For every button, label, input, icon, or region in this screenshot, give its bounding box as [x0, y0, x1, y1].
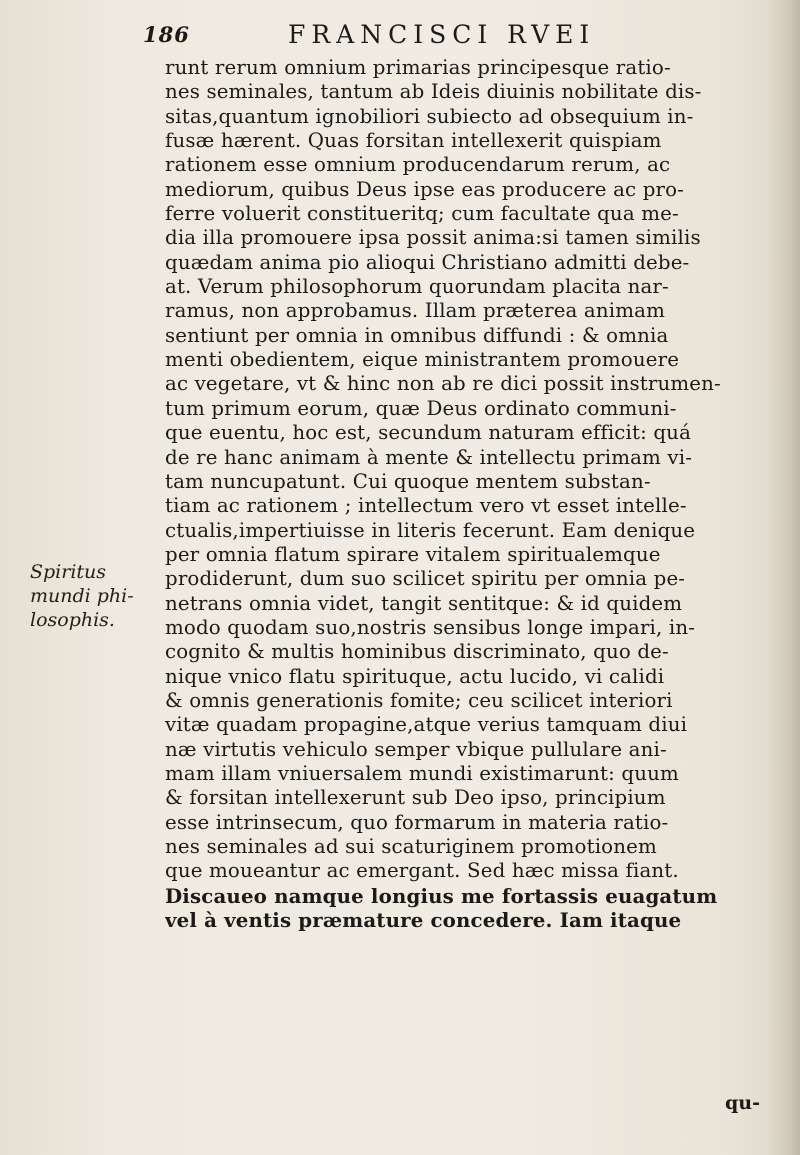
text-line: prodiderunt, dum suo scilicet spiritu per omnia pe-	[165, 567, 686, 591]
text-line: quædam anima pio alioqui Christiano admitti debe-	[165, 250, 690, 274]
text-line: ferre voluerit constitueritq; cum facultate qua me-	[165, 202, 679, 226]
text-line: sitas,quantum ignobiliori subiecto ad obsequium in-	[165, 104, 694, 128]
text-line: mediorum, quibus Deus ipse eas producere ac pro-	[165, 177, 685, 201]
text-line: per omnia flatum spirare vitalem spiritualemque	[165, 542, 661, 566]
text-line: modo quodam suo,nostris sensibus longe impari, in-	[165, 615, 696, 639]
marginal-note-line: Spiritus	[30, 561, 107, 583]
running-head: FRANCISCI RVEI	[288, 20, 596, 49]
text-line: vitæ quadam propagine,atque verius tamquam diui	[165, 713, 688, 737]
text-line: tiam ac rationem ; intellectum vero vt esset intelle-	[165, 494, 687, 518]
text-line: runt rerum omnium primarias principesque ratio-	[165, 56, 671, 79]
text-line: mam illam vniuersalem mundi existimarunt: quum	[165, 761, 679, 785]
text-line: næ virtutis vehiculo semper vbique pullulare ani-	[165, 737, 667, 761]
text-line: ac vegetare, vt & hinc non ab re dici possit instrumen-	[165, 372, 721, 396]
text-line: tam nuncupatunt. Cui quoque mentem substan-	[165, 469, 651, 493]
text-line: fusæ hærent. Quas forsitan intellexerit quispiam	[165, 129, 662, 153]
text-line: que euentu, hoc est, secundum naturam efficit: quá	[165, 421, 692, 445]
page-number: 186	[143, 22, 190, 47]
text-line: tum primum eorum, quæ Deus ordinato communi-	[165, 396, 677, 420]
text-line: nes seminales ad sui scaturiginem promotionem	[165, 835, 657, 858]
text-line: nes seminales, tantum ab Ideis diuinis nobilitate dis-	[165, 80, 702, 104]
text-line: ctualis,impertiuisse in literis fecerunt. Eam denique	[165, 518, 696, 542]
text-line: rationem esse omnium producendarum rerum, ac	[165, 153, 671, 177]
text-line: & forsitan intellexerunt sub Deo ipso, principium	[165, 786, 666, 810]
text-line: vel à ventis præmature concedere. Iam itaque	[165, 908, 682, 933]
page-header	[143, 12, 623, 56]
text-line: cognito & multis hominibus discriminato, quo de-	[165, 640, 669, 664]
body-text	[165, 56, 793, 932]
text-line: netrans omnia videt, tangit sentitque: & id quidem	[165, 591, 683, 615]
text-line: at. Verum philosophorum quorundam placita nar-	[165, 275, 669, 299]
text-line: menti obedientem, eique ministrantem promouere	[165, 348, 680, 372]
text-line: Discaueo namque longius me fortassis euagatum	[165, 883, 718, 908]
marginal-note-line: losophis.	[30, 609, 115, 631]
text-line: dia illa promouere ipsa possit anima:si tamen similis	[165, 226, 701, 250]
catchword: qu-	[725, 1092, 760, 1114]
marginal-note-line: mundi phi-	[30, 585, 134, 607]
text-line: & omnis generationis fomite; ceu scilicet interiori	[165, 688, 673, 712]
text-line: ramus, non approbamus. Illam præterea animam	[165, 299, 666, 323]
text-line: de re hanc animam à mente & intellectu primam vi-	[165, 445, 693, 469]
text-line: esse intrinsecum, quo formarum in materia ratio-	[165, 810, 669, 834]
text-line: sentiunt per omnia in omnibus diffundi : & omnia	[165, 323, 669, 347]
marginal-note	[30, 560, 155, 632]
text-line: nique vnico flatu spirituque, actu lucido, vi calidi	[165, 664, 665, 688]
text-line: que moueantur ac emergant. Sed hæc missa fiant.	[165, 859, 679, 883]
